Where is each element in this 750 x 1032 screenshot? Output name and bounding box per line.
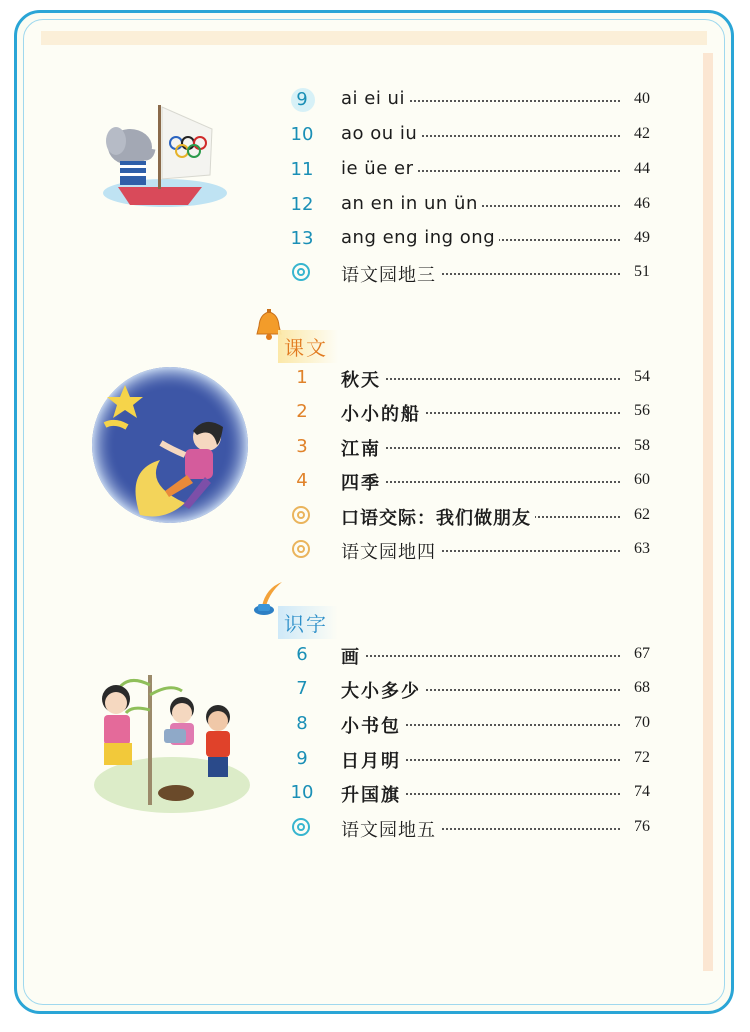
section-title: 课文 bbox=[278, 330, 338, 363]
section-title: 识字 bbox=[278, 606, 338, 639]
lesson-title: an en in un ün bbox=[341, 193, 482, 214]
lesson-title: 小小的船 bbox=[341, 400, 425, 426]
lesson-number: 10 bbox=[290, 782, 314, 803]
lesson-title: ao ou iu bbox=[341, 123, 421, 144]
toc-entry[interactable] bbox=[285, 503, 650, 529]
toc-entry[interactable] bbox=[285, 537, 650, 563]
toc-entry[interactable] bbox=[285, 260, 650, 286]
lesson-number: 8 bbox=[296, 713, 308, 734]
toc-entry[interactable] bbox=[285, 365, 650, 391]
toc-entry[interactable] bbox=[285, 642, 650, 668]
double-circle-bullet-icon bbox=[292, 263, 310, 281]
dot-leader bbox=[345, 378, 620, 380]
dot-leader bbox=[345, 447, 620, 449]
lesson-title: ang eng ing ong bbox=[341, 227, 499, 248]
lesson-number: 12 bbox=[290, 194, 314, 215]
lesson-number: 11 bbox=[290, 159, 314, 180]
lesson-title: 江南 bbox=[341, 435, 385, 461]
lesson-title: 语文园地四 bbox=[341, 538, 440, 564]
page-number: 42 bbox=[620, 125, 650, 143]
right-band bbox=[703, 53, 713, 971]
girl-on-moon-illustration bbox=[85, 365, 255, 525]
page-number: 74 bbox=[620, 783, 650, 801]
lesson-title: 秋天 bbox=[341, 366, 385, 392]
page-number: 54 bbox=[620, 368, 650, 386]
toc-entry[interactable] bbox=[285, 87, 650, 113]
toc-entry[interactable] bbox=[285, 746, 650, 772]
lesson-number: 10 bbox=[290, 124, 314, 145]
toc-entry[interactable] bbox=[285, 226, 650, 252]
lesson-title: ai ei ui bbox=[341, 88, 409, 109]
children-planting-illustration bbox=[90, 665, 255, 815]
page-number: 56 bbox=[620, 402, 650, 420]
toc-entry[interactable] bbox=[285, 815, 650, 841]
toc-entry[interactable] bbox=[285, 780, 650, 806]
lesson-number: 9 bbox=[296, 748, 308, 769]
lesson-number: 9 bbox=[296, 89, 308, 110]
toc-entry[interactable] bbox=[285, 468, 650, 494]
lesson-title: 小书包 bbox=[341, 712, 405, 738]
dot-leader bbox=[345, 481, 620, 483]
page-number: 40 bbox=[620, 90, 650, 108]
page-number: 76 bbox=[620, 818, 650, 836]
page-number: 49 bbox=[620, 229, 650, 247]
lesson-number: 13 bbox=[290, 228, 314, 249]
toc-entry[interactable] bbox=[285, 676, 650, 702]
double-circle-bullet-icon bbox=[292, 540, 310, 558]
page-number: 68 bbox=[620, 679, 650, 697]
toc-entry[interactable] bbox=[285, 157, 650, 183]
lesson-title: 画 bbox=[341, 643, 365, 669]
top-band bbox=[41, 31, 707, 45]
lesson-title: 语文园地五 bbox=[341, 816, 440, 842]
lesson-title: 口语交际：我们做朋友 bbox=[341, 504, 535, 530]
dot-leader bbox=[345, 655, 620, 657]
double-circle-bullet-icon bbox=[292, 506, 310, 524]
page-number: 70 bbox=[620, 714, 650, 732]
lesson-number: 4 bbox=[296, 470, 308, 491]
lesson-number: 3 bbox=[296, 436, 308, 457]
page-number: 62 bbox=[620, 506, 650, 524]
lesson-number: 1 bbox=[296, 367, 308, 388]
toc-entry[interactable] bbox=[285, 122, 650, 148]
page-number: 63 bbox=[620, 540, 650, 558]
toc-entry[interactable] bbox=[285, 711, 650, 737]
page-number: 58 bbox=[620, 437, 650, 455]
page-number: 67 bbox=[620, 645, 650, 663]
lesson-number: 2 bbox=[296, 401, 308, 422]
lesson-title: 语文园地三 bbox=[341, 261, 440, 287]
lesson-number: 6 bbox=[296, 644, 308, 665]
lesson-number: 7 bbox=[296, 678, 308, 699]
lesson-title: 四季 bbox=[341, 469, 385, 495]
page-number: 46 bbox=[620, 195, 650, 213]
page-number: 44 bbox=[620, 160, 650, 178]
page-number: 72 bbox=[620, 749, 650, 767]
toc-entry[interactable] bbox=[285, 399, 650, 425]
lesson-title: 大小多少 bbox=[341, 677, 425, 703]
toc-entry[interactable] bbox=[285, 192, 650, 218]
elephant-sailboat-illustration bbox=[90, 95, 240, 215]
page-number: 51 bbox=[620, 263, 650, 281]
lesson-title: 日月明 bbox=[341, 747, 405, 773]
double-circle-bullet-icon bbox=[292, 818, 310, 836]
toc-entry[interactable] bbox=[285, 434, 650, 460]
lesson-title: ie üe er bbox=[341, 158, 417, 179]
page-number: 60 bbox=[620, 471, 650, 489]
lesson-title: 升国旗 bbox=[341, 781, 405, 807]
